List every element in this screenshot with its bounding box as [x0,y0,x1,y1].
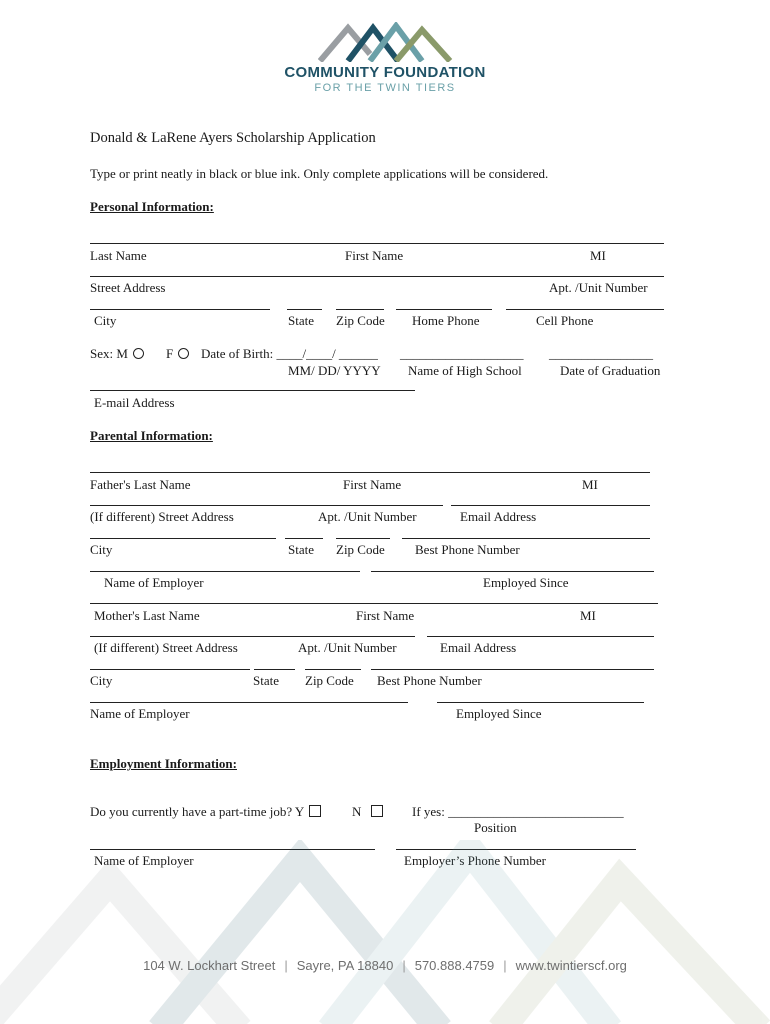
mother-state-label: State [253,673,279,688]
footer-phone: 570.888.4759 [414,958,495,973]
name-line[interactable] [90,243,664,244]
position-label: Position [474,820,517,835]
part-time-question-label: Do you currently have a part-time job? Y [90,804,304,819]
cell-phone-label: Cell Phone [536,313,594,328]
footer-address: 104 W. Lockhart Street [143,958,276,973]
mother-employed-since-label: Employed Since [456,706,542,721]
mother-state-line[interactable] [254,669,295,670]
employment-heading: Employment Information: [90,756,237,771]
employer-phone-label: Employer’s Phone Number [404,853,547,868]
part-time-no-label: N [352,804,362,819]
footer-separator: | [402,958,406,973]
part-time-no-checkbox[interactable] [371,805,383,817]
father-state-line[interactable] [285,538,323,539]
mother-zip-label: Zip Code [305,673,354,688]
high-school-label: Name of High School [408,363,522,378]
form-title: Donald & LaRene Ayers Scholarship Application [90,130,376,146]
mother-employer-label: Name of Employer [90,706,190,721]
mother-first-name-label: First Name [356,608,415,623]
father-email-label: Email Address [460,509,537,524]
email-label: E-mail Address [94,395,175,410]
personal-heading: Personal Information: [90,199,214,214]
footer-city: Sayre, PA 18840 [296,958,394,973]
street-line[interactable] [90,276,664,277]
father-zip-label: Zip Code [336,542,385,557]
mother-name-line[interactable] [90,603,658,604]
position-field[interactable]: If yes: ___________________________ [412,804,624,819]
mother-city-label: City [90,673,113,688]
female-option [166,346,189,361]
graduation-field[interactable]: ________________ [549,346,653,361]
father-phone-label: Best Phone Number [415,542,520,557]
sex-row [90,346,144,361]
mother-phone-line[interactable] [371,669,654,670]
female-label: F [166,346,174,361]
mother-mi-label: MI [580,608,596,623]
footer-separator: | [284,958,288,973]
footer [0,958,770,973]
employer-label: Name of Employer [94,853,194,868]
father-employed-since-label: Employed Since [483,575,569,590]
father-zip-line[interactable] [336,538,390,539]
father-apt-label: Apt. /Unit Number [318,509,417,524]
father-street-label: (If different) Street Address [90,509,234,524]
part-time-no-option [352,804,383,819]
father-employed-since-line[interactable] [371,571,654,572]
father-email-line[interactable] [451,505,650,506]
father-city-label: City [90,542,113,557]
zip-line[interactable] [336,309,384,310]
org-tagline: FOR THE TWIN TIERS [314,82,456,94]
mother-city-line[interactable] [90,669,250,670]
mother-employed-since-line[interactable] [437,702,644,703]
state-line[interactable] [287,309,322,310]
mother-phone-label: Best Phone Number [377,673,482,688]
mother-zip-line[interactable] [305,669,361,670]
parental-heading: Parental Information: [90,428,213,443]
community-foundation-logo-icon [318,22,454,62]
org-name: COMMUNITY FOUNDATION [284,64,486,81]
home-phone-label: Home Phone [412,313,480,328]
father-street-line[interactable] [90,505,443,506]
instructions: Type or print neatly in black or blue ink. Only complete applications will be considered. [90,166,549,181]
dob-format-label: MM/ DD/ YYYY [288,363,381,378]
sex-male-radio[interactable] [133,348,144,359]
mother-email-line[interactable] [427,636,654,637]
father-employer-label: Name of Employer [104,575,204,590]
father-first-name-label: First Name [343,477,402,492]
footer-website: www.twintierscf.org [515,958,627,973]
sex-label: Sex: M [90,346,128,361]
dob-field[interactable]: Date of Birth: ____/____/ ______ [201,346,378,361]
father-mi-label: MI [582,477,598,492]
mother-last-name-label: Mother's Last Name [94,608,200,623]
father-name-line[interactable] [90,472,650,473]
zip-label: Zip Code [336,313,385,328]
father-state-label: State [288,542,314,557]
part-time-yes-checkbox[interactable] [309,805,321,817]
apt-label: Apt. /Unit Number [549,280,648,295]
father-phone-line[interactable] [402,538,650,539]
last-name-label: Last Name [90,248,147,263]
father-city-line[interactable] [90,538,276,539]
state-label: State [288,313,314,328]
home-phone-line[interactable] [396,309,492,310]
father-last-name-label: Father's Last Name [90,477,191,492]
email-line[interactable] [90,390,415,391]
sex-female-radio[interactable] [178,348,189,359]
cell-phone-line[interactable] [506,309,664,310]
high-school-field[interactable]: ___________________ [400,346,524,361]
mother-street-label: (If different) Street Address [94,640,238,655]
graduation-date-label: Date of Graduation [560,363,661,378]
father-employer-line[interactable] [90,571,360,572]
mother-employer-line[interactable] [90,702,408,703]
city-line[interactable] [90,309,270,310]
part-time-question [90,804,321,819]
street-address-label: Street Address [90,280,166,295]
mountain-watermark-icon [0,840,770,1024]
footer-separator: | [503,958,507,973]
mi-label: MI [590,248,606,263]
mother-street-line[interactable] [90,636,415,637]
first-name-label: First Name [345,248,404,263]
mother-email-label: Email Address [440,640,517,655]
city-label: City [94,313,117,328]
mother-apt-label: Apt. /Unit Number [298,640,397,655]
